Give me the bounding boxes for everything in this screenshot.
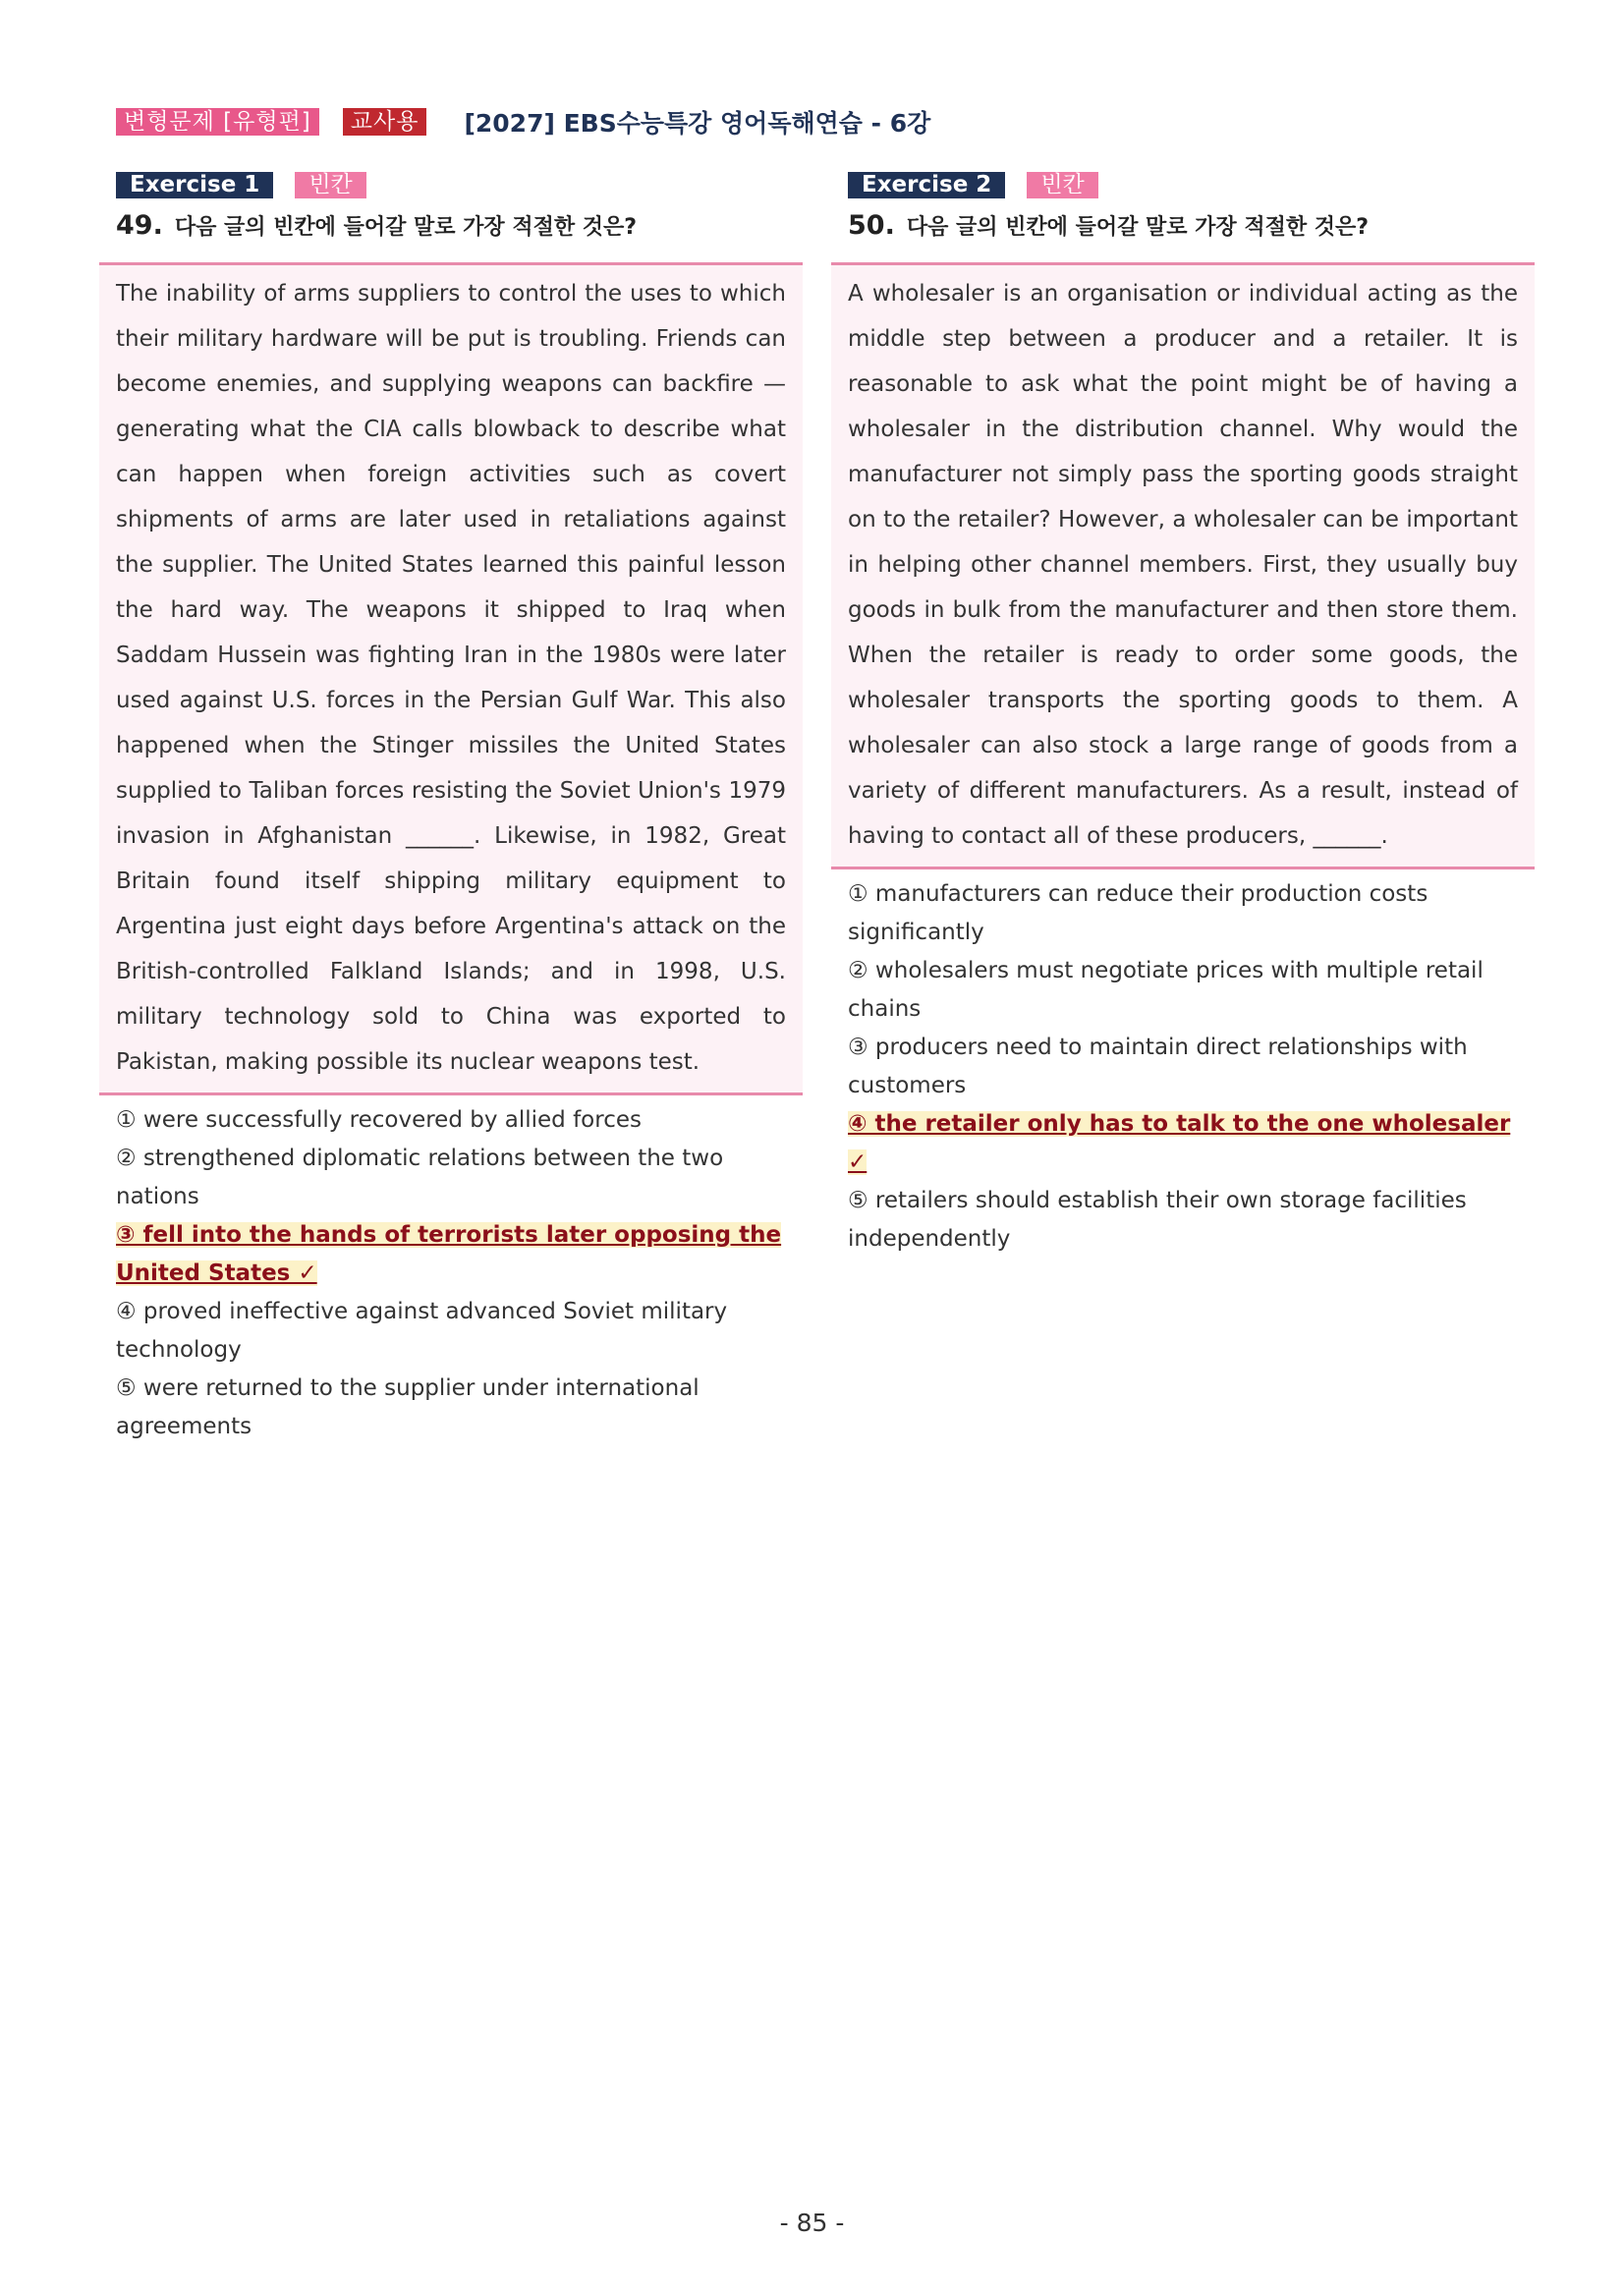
answer-option[interactable] (116, 1370, 786, 1446)
answer-options (831, 875, 1535, 1259)
answer-option-text: ⑤ were returned to the supplier under international agreements (116, 1375, 700, 1439)
passage-box: A wholesaler is an organisation or individual acting as the middle step between a producer and a retailer. It is reasonable to ask what the point might be of having a wholesaler in the distribution channel. Why would the manufacturer not simply pass the sporting goods straight on to the retailer? However, a wholesaler can be important in helping other channel members. First, they usually buy goods in bulk from the manufacturer and then store them. When the retailer is ready to order some goods, the wholesaler transports the sporting goods to them. A wholesaler can also stock a large range of goods from a variety of different manufacturers. As a result, instead of having to contact all of these producers, ______. (831, 262, 1535, 869)
document-title: [2027] EBS수능특강 영어독해연습 - 6강 (464, 109, 931, 138)
answer-option[interactable] (848, 1182, 1518, 1259)
answer-option-text: ① were successfully recovered by allied forces (116, 1107, 642, 1133)
answer-option[interactable] (116, 1101, 786, 1140)
teacher-tag: 교사용 (343, 108, 427, 136)
answer-option-correct[interactable] (848, 1105, 1518, 1182)
answer-option-correct[interactable] (116, 1216, 786, 1293)
exercise-1-column (99, 171, 803, 1446)
exercise-badge: Exercise 1 (116, 172, 273, 198)
question-number: 49. (116, 210, 163, 241)
correct-answer-text: ③ fell into the hands of terrorists later opposing the United States ✓ (116, 1222, 782, 1286)
page-number: - 85 - (779, 2209, 845, 2237)
answer-option-text: ② wholesalers must negotiate prices with multiple retail chains (848, 958, 1484, 1022)
question-type-badge: 빈칸 (295, 172, 365, 198)
answer-option-text: ⑤ retailers should establish their own storage facilities independently (848, 1188, 1467, 1252)
answer-option[interactable] (848, 1029, 1518, 1105)
question-text: 다음 글의 빈칸에 들어갈 말로 가장 적절한 것은? (174, 215, 638, 240)
question-type-badge: 빈칸 (1027, 172, 1097, 198)
exercise-2-column (831, 171, 1535, 1259)
answer-option-text: ② strengthened diplomatic relations between the two nations (116, 1146, 724, 1209)
answer-option[interactable] (116, 1293, 786, 1370)
answer-options (99, 1101, 803, 1446)
answer-option[interactable] (848, 875, 1518, 952)
correct-answer-text: ④ the retailer only has to talk to the one wholesaler ✓ (848, 1111, 1511, 1175)
answer-option-text: ③ producers need to maintain direct relationships with customers (848, 1035, 1468, 1098)
question-prompt (116, 210, 803, 241)
answer-option-text: ① manufacturers can reduce their production costs significantly (848, 881, 1428, 945)
exercise-1-badges (116, 171, 803, 198)
category-tag: 변형문제 [유형편] (116, 108, 319, 136)
answer-option[interactable] (848, 952, 1518, 1029)
exercise-2-badges (848, 171, 1535, 198)
answer-option-text: ④ proved ineffective against advanced Soviet military technology (116, 1299, 728, 1363)
page-header (116, 102, 930, 141)
question-number: 50. (848, 210, 895, 241)
exercise-badge: Exercise 2 (848, 172, 1005, 198)
question-prompt (848, 210, 1535, 241)
question-text: 다음 글의 빈칸에 들어갈 말로 가장 적절한 것은? (906, 215, 1370, 240)
passage-box: The inability of arms suppliers to control the uses to which their military hardware will be put is troubling. Friends can become enemies, and supplying weapons can backfire — generating what the CIA calls blowback to describe what can happen when foreign activities such as covert shipments of arms are later used in retaliations against the supplier. The United States learned this painful lesson the hard way. The weapons it shipped to Iraq when Saddam Hussein was fighting Iran in the 1980s were later used against U.S. forces in the Persian Gulf War. This also happened when the Stinger missiles the United States supplied to Taliban forces resisting the Soviet Union's 1979 invasion in Afghanistan ______. Likewise, in 1982, Great Britain found itself shipping military equipment to Argentina just eight days before Argentina's attack on the British-controlled Falkland Islands; and in 1998, U.S. military technology sold to China was exported to Pakistan, making possible its nuclear weapons test. (99, 262, 803, 1095)
answer-option[interactable] (116, 1140, 786, 1216)
